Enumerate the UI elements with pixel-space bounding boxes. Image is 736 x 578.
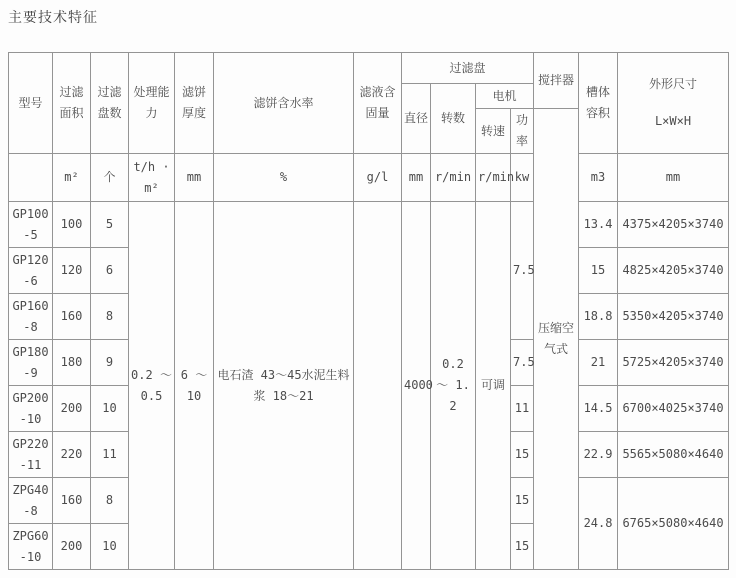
model-cell: ZPG60-10 bbox=[9, 524, 53, 570]
filter-area-cell: 200 bbox=[53, 524, 91, 570]
unit-disc-count: 个 bbox=[91, 154, 129, 202]
tank-volume-cell: 22.9 bbox=[579, 432, 618, 478]
col-header-overall-dims bbox=[618, 53, 729, 154]
shared-cake-moisture-cell: 电石渣 43～45水泥生料浆 18～21 bbox=[214, 202, 354, 570]
col-header-motor-speed: 转速 bbox=[476, 109, 511, 154]
shared-filtrate-solids-cell bbox=[354, 202, 402, 570]
unit-capacity: t/h · m² bbox=[129, 154, 175, 202]
disc-count-cell: 10 bbox=[91, 386, 129, 432]
motor-power-cell: 11 bbox=[511, 386, 534, 432]
col-header-disc-count: 过滤盘数 bbox=[91, 53, 129, 154]
col-header-cake-thickness: 滤饼厚度 bbox=[175, 53, 214, 154]
overall-dims-cell: 5565×5080×4640 bbox=[618, 432, 729, 478]
tank-volume-cell: 13.4 bbox=[579, 202, 618, 248]
overall-dims-cell: 5350×4205×3740 bbox=[618, 294, 729, 340]
disc-count-cell: 5 bbox=[91, 202, 129, 248]
page-title: 主要技术特征 bbox=[8, 10, 98, 26]
shared-motor-speed-cell: 可调 bbox=[476, 202, 511, 570]
unit-tank-volume: m3 bbox=[579, 154, 618, 202]
col-header-tank-volume: 槽体容积 bbox=[579, 53, 618, 154]
unit-cake-moisture: % bbox=[214, 154, 354, 202]
overall-dims-formula: L×W×H bbox=[654, 114, 692, 128]
filter-area-cell: 100 bbox=[53, 202, 91, 248]
motor-power-cell: 7.5 bbox=[511, 340, 534, 386]
motor-power-cell: 15 bbox=[511, 432, 534, 478]
motor-power-cell: 15 bbox=[511, 478, 534, 524]
tank-volume-cell: 18.8 bbox=[579, 294, 618, 340]
disc-count-cell: 11 bbox=[91, 432, 129, 478]
col-header-capacity: 处理能力 bbox=[129, 53, 175, 154]
model-cell: GP120-6 bbox=[9, 248, 53, 294]
motor-power-cell: 7.5 bbox=[511, 202, 534, 340]
disc-count-cell: 10 bbox=[91, 524, 129, 570]
filter-area-cell: 220 bbox=[53, 432, 91, 478]
unit-diameter: mm bbox=[402, 154, 431, 202]
spec-table bbox=[8, 52, 729, 570]
col-header-cake-moisture: 滤饼含水率 bbox=[214, 53, 354, 154]
shared-capacity-cell: 0.2 ～ 0.5 bbox=[129, 202, 175, 570]
col-header-model: 型号 bbox=[9, 53, 53, 154]
agitator-type-cell: 压缩空气式 bbox=[534, 109, 579, 570]
unit-rotation-speed: r/min bbox=[431, 154, 476, 202]
model-cell: GP100-5 bbox=[9, 202, 53, 248]
disc-count-cell: 8 bbox=[91, 478, 129, 524]
disc-count-cell: 8 bbox=[91, 294, 129, 340]
model-cell: GP220-11 bbox=[9, 432, 53, 478]
shared-rotation-speed-cell: 0.2 ～ 1.2 bbox=[431, 202, 476, 570]
model-cell: GP180-9 bbox=[9, 340, 53, 386]
unit-model bbox=[9, 154, 53, 202]
group-header-filter-disc: 过滤盘 bbox=[402, 53, 534, 84]
overall-dims-cell: 6700×4025×3740 bbox=[618, 386, 729, 432]
col-header-motor-power: 功率 bbox=[511, 109, 534, 154]
filter-area-cell: 160 bbox=[53, 478, 91, 524]
overall-dims-label: 外形尺寸 bbox=[649, 77, 698, 91]
tank-volume-cell: 15 bbox=[579, 248, 618, 294]
shared-cake-thickness-cell: 6 ～ 10 bbox=[175, 202, 214, 570]
overall-dims-cell: 4825×4205×3740 bbox=[618, 248, 729, 294]
model-cell: GP200-10 bbox=[9, 386, 53, 432]
unit-overall-dims: mm bbox=[618, 154, 729, 202]
filter-area-cell: 120 bbox=[53, 248, 91, 294]
disc-count-cell: 9 bbox=[91, 340, 129, 386]
motor-power-cell: 15 bbox=[511, 524, 534, 570]
tank-volume-cell: 24.8 bbox=[579, 478, 618, 570]
col-header-filter-area: 过滤面积 bbox=[53, 53, 91, 154]
model-cell: GP160-8 bbox=[9, 294, 53, 340]
filter-area-cell: 180 bbox=[53, 340, 91, 386]
unit-motor-power: kw bbox=[511, 154, 534, 202]
col-header-agitator: 搅拌器 bbox=[534, 53, 579, 109]
col-header-rotation-speed: 转数 bbox=[431, 84, 476, 154]
group-header-motor: 电机 bbox=[476, 84, 534, 109]
disc-count-cell: 6 bbox=[91, 248, 129, 294]
shared-diameter-cell: 4000 bbox=[402, 202, 431, 570]
filter-area-cell: 200 bbox=[53, 386, 91, 432]
col-header-diameter: 直径 bbox=[402, 84, 431, 154]
model-cell: ZPG40-8 bbox=[9, 478, 53, 524]
tank-volume-cell: 21 bbox=[579, 340, 618, 386]
unit-filter-area: m² bbox=[53, 154, 91, 202]
tank-volume-cell: 14.5 bbox=[579, 386, 618, 432]
overall-dims-cell: 5725×4205×3740 bbox=[618, 340, 729, 386]
filter-area-cell: 160 bbox=[53, 294, 91, 340]
overall-dims-cell: 4375×4205×3740 bbox=[618, 202, 729, 248]
col-header-filtrate-solids: 滤液含固量 bbox=[354, 53, 402, 154]
unit-motor-speed: r/min bbox=[476, 154, 511, 202]
overall-dims-cell: 6765×5080×4640 bbox=[618, 478, 729, 570]
unit-cake-thickness: mm bbox=[175, 154, 214, 202]
unit-filtrate-solids: g/l bbox=[354, 154, 402, 202]
